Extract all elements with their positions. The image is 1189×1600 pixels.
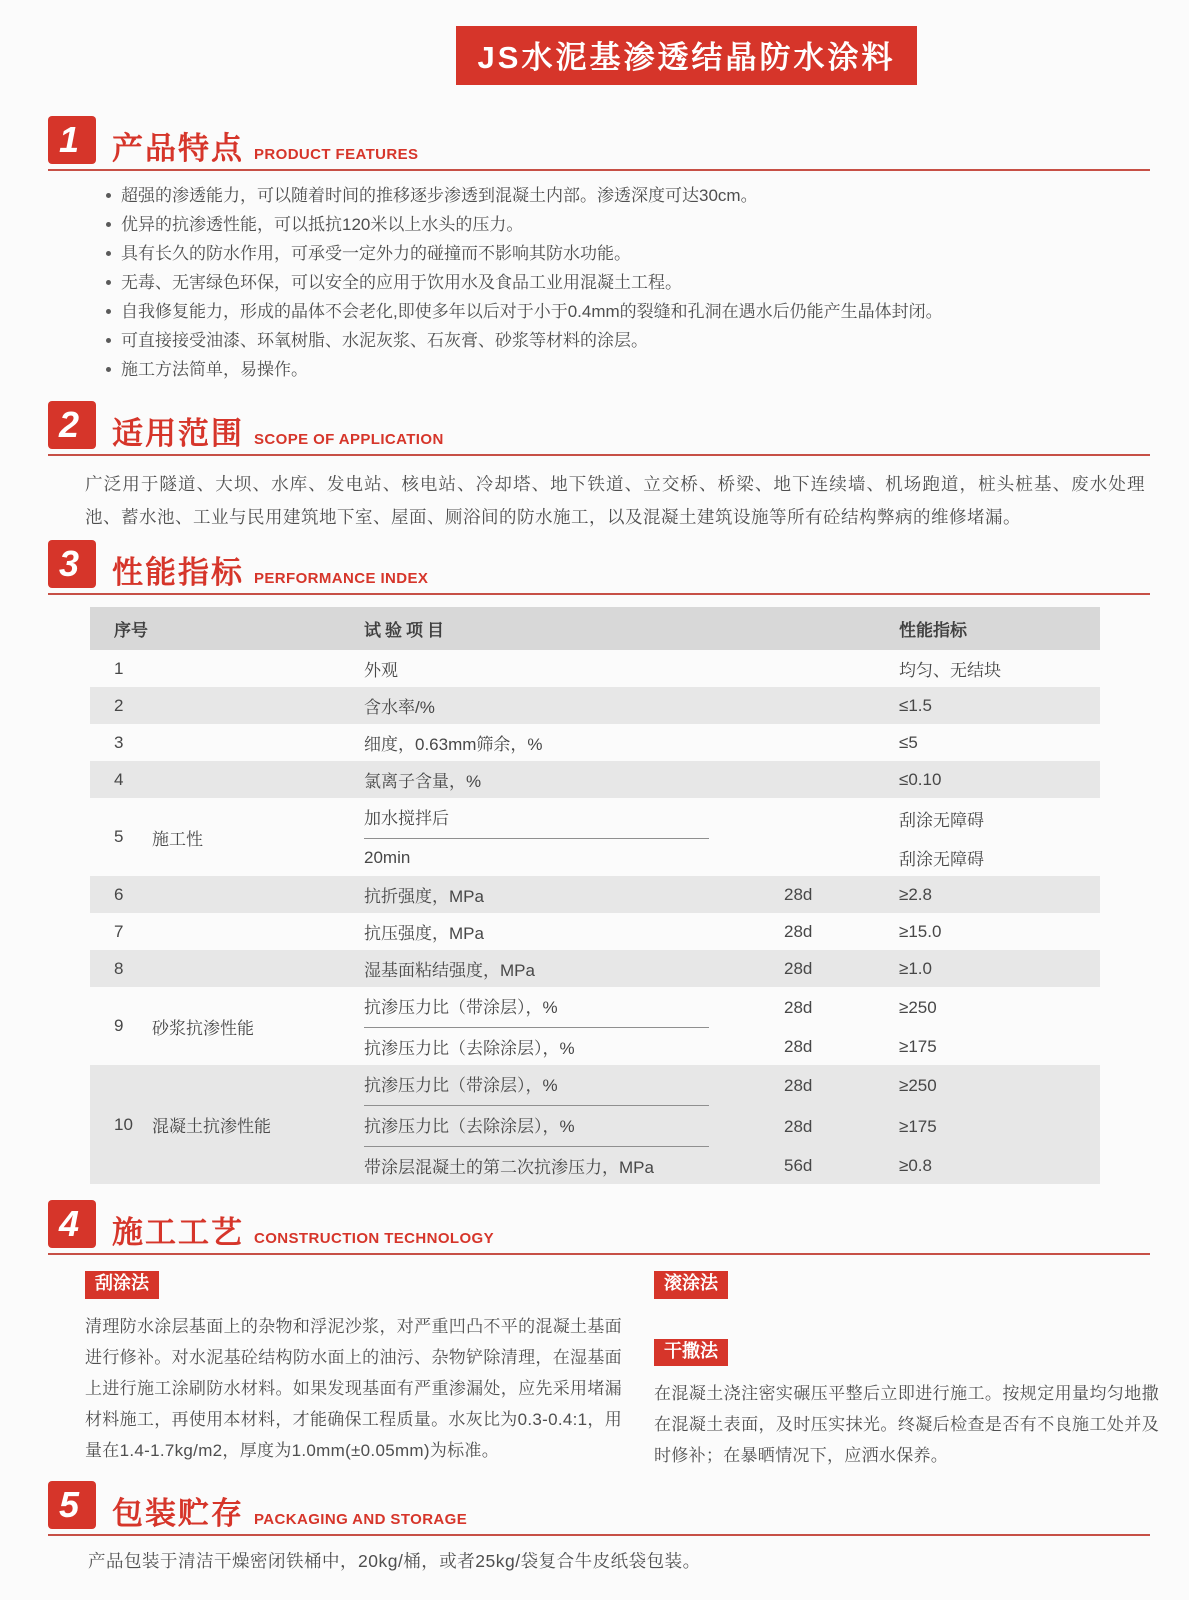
cell-serial-no: 7 bbox=[114, 921, 124, 941]
cell-test-item: 细度，0.63mm筛余，% bbox=[364, 735, 543, 754]
feature-item: 施工方法简单，易操作。 bbox=[104, 359, 1147, 381]
construction-methods bbox=[85, 1271, 1159, 1471]
feature-item: 自我修复能力，形成的晶体不会老化,即使多年以后对于小于0.4mm的裂缝和孔洞在遇水后仍能产生晶体封闭。 bbox=[104, 301, 1147, 323]
cell-age bbox=[784, 798, 899, 839]
cell-performance-index: ≤0.10 bbox=[899, 769, 942, 789]
cell-age: 28d bbox=[784, 997, 813, 1017]
cell-test-item: 湿基面粘结强度，MPa bbox=[364, 961, 535, 980]
section-subtitle: SCOPE OF APPLICATION bbox=[254, 431, 444, 448]
cell-performance-index: ≤5 bbox=[899, 732, 918, 752]
section-number-badge: 2 bbox=[48, 401, 96, 449]
cell-test-item: 抗折强度，MPa bbox=[364, 887, 484, 906]
cell-test-item: 抗压强度，MPa bbox=[364, 924, 484, 943]
method-scrape-coating bbox=[85, 1271, 622, 1471]
cell-serial-no: 6 bbox=[114, 884, 124, 904]
header-age-spacer bbox=[784, 607, 899, 650]
cell-age bbox=[784, 687, 899, 724]
cell-performance-index: ≤1.5 bbox=[899, 695, 932, 715]
cell-performance-index: ≥2.8 bbox=[899, 884, 932, 904]
cell-test-item: 加水搅拌后 bbox=[364, 798, 784, 839]
cell-category: 砂浆抗渗性能 bbox=[152, 1018, 254, 1038]
cell-test-item: 抗渗压力比（去除涂层），% bbox=[364, 1106, 784, 1147]
cell-performance-index: ≥15.0 bbox=[899, 921, 942, 941]
cell-test-item: 氯离子含量，% bbox=[364, 772, 482, 791]
method-tag: 干撒法 bbox=[654, 1339, 728, 1367]
section-construction-header bbox=[48, 1200, 1150, 1255]
section-title: 施工工艺 bbox=[112, 1215, 244, 1250]
section-features-header bbox=[48, 116, 1150, 171]
cell-category bbox=[152, 650, 364, 687]
cell-age bbox=[784, 650, 899, 687]
cell-category bbox=[152, 913, 364, 950]
section-title: 产品特点 bbox=[112, 131, 244, 166]
cell-performance-index: 刮涂无障碍 bbox=[899, 811, 984, 830]
method-text: 清理防水涂层基面上的杂物和浮泥沙浆，对严重凹凸不平的混凝土基面进行修补。对水泥基砼结构防水面上的油污、杂物铲除清理，在湿基面上进行施工涂刷防水材料。如果发现基面有严重渗漏处，应先采用堵漏材料施工，再使用本材料，才能确保工程质量。水灰比为0.3-0.4:1，用量在1.4-1.7kg/m2，厚度为1.0mm(±0.05mm)为标准。 bbox=[85, 1316, 622, 1460]
cell-serial-no: 2 bbox=[114, 695, 124, 715]
section-performance-header bbox=[48, 540, 1150, 595]
cell-serial-no: 9 bbox=[114, 1016, 124, 1035]
cell-performance-index: ≥1.0 bbox=[899, 958, 932, 978]
table-header-row bbox=[90, 607, 1100, 650]
cell-performance-index: ≥250 bbox=[899, 997, 937, 1017]
feature-item: 无毒、无害绿色环保，可以安全的应用于饮用水及食品工业用混凝土工程。 bbox=[104, 272, 1147, 294]
table-row bbox=[90, 761, 1100, 798]
cell-age: 28d bbox=[784, 958, 813, 978]
header-performance-index: 性能指标 bbox=[899, 607, 1100, 650]
section-packaging bbox=[0, 1481, 1189, 1573]
section-number-badge: 1 bbox=[48, 116, 96, 164]
cell-test-item: 抗渗压力比（带涂层），% bbox=[364, 1065, 784, 1106]
section-number-badge: 4 bbox=[48, 1200, 96, 1248]
section-subtitle: PACKAGING AND STORAGE bbox=[254, 1511, 468, 1529]
performance-table bbox=[90, 607, 1100, 1184]
cell-age: 28d bbox=[784, 884, 813, 904]
table-row bbox=[90, 876, 1100, 913]
section-title: 性能指标 bbox=[112, 555, 244, 590]
table-row bbox=[90, 687, 1100, 724]
cell-category bbox=[152, 724, 364, 761]
section-subtitle: PRODUCT FEATURES bbox=[254, 146, 419, 163]
table-row bbox=[90, 987, 1100, 1028]
cell-performance-index: ≥250 bbox=[899, 1075, 937, 1095]
header-test-item: 试验项目 bbox=[364, 607, 784, 650]
header-no: 序号 bbox=[90, 607, 152, 650]
cell-test-item: 抗渗压力比（带涂层），% bbox=[364, 987, 784, 1028]
feature-item: 超强的渗透能力，可以随着时间的推移逐步渗透到混凝土内部。渗透深度可达30cm。 bbox=[104, 185, 1147, 207]
table-row bbox=[90, 798, 1100, 839]
cell-serial-no: 8 bbox=[114, 958, 124, 978]
table-row bbox=[90, 950, 1100, 987]
table-row bbox=[90, 650, 1100, 687]
method-column-right bbox=[654, 1271, 1159, 1471]
section-performance bbox=[0, 540, 1189, 1184]
cell-age bbox=[784, 724, 899, 761]
cell-age: 28d bbox=[784, 1075, 813, 1095]
section-title: 适用范围 bbox=[112, 416, 244, 451]
cell-age: 28d bbox=[784, 1116, 813, 1136]
section-number-badge: 3 bbox=[48, 540, 96, 588]
cell-age: 56d bbox=[784, 1155, 813, 1175]
section-scope-header bbox=[48, 401, 1150, 456]
packaging-paragraph: 产品包装于清洁干燥密闭铁桶中，20kg/桶，或者25kg/袋复合牛皮纸袋包装。 bbox=[88, 1551, 701, 1572]
cell-test-item: 抗渗压力比（去除涂层），% bbox=[364, 1039, 575, 1058]
cell-serial-no: 3 bbox=[114, 732, 124, 752]
cell-serial-no: 10 bbox=[114, 1114, 133, 1134]
cell-age: 28d bbox=[784, 1036, 813, 1056]
method-text bbox=[654, 1299, 1159, 1329]
cell-age: 28d bbox=[784, 921, 813, 941]
feature-list bbox=[104, 185, 1147, 381]
method-tag: 滚涂法 bbox=[654, 1271, 728, 1299]
page-title: JS水泥基渗透结晶防水涂料 bbox=[456, 26, 918, 85]
cell-age bbox=[784, 839, 899, 876]
section-title: 包装贮存 bbox=[112, 1496, 244, 1532]
feature-item: 具有长久的防水作用，可承受一定外力的碰撞而不影响其防水功能。 bbox=[104, 243, 1147, 265]
section-construction bbox=[0, 1200, 1189, 1471]
cell-category bbox=[152, 876, 364, 913]
page-header bbox=[0, 0, 1189, 85]
cell-performance-index: 刮涂无障碍 bbox=[899, 850, 984, 869]
cell-category bbox=[152, 950, 364, 987]
cell-age bbox=[784, 761, 899, 798]
cell-category bbox=[152, 761, 364, 798]
table-row bbox=[90, 913, 1100, 950]
feature-item: 优异的抗渗透性能，可以抵抗120米以上水头的压力。 bbox=[104, 214, 1147, 236]
cell-performance-index: ≥175 bbox=[899, 1116, 937, 1136]
feature-item: 可直接接受油漆、环氧树脂、水泥灰浆、石灰膏、砂浆等材料的涂层。 bbox=[104, 330, 1147, 352]
cell-category: 混凝土抗渗性能 bbox=[152, 1117, 271, 1136]
scope-paragraph: 广泛用于隧道、大坝、水库、发电站、核电站、冷却塔、地下铁道、立交桥、桥梁、地下连续墙、机场跑道，桩头桩基、废水处理池、蓄水池、工业与民用建筑地下室、屋面、厕浴间的防水施工，以及混凝土建筑设施等所有砼结构弊病的维修堵漏。 bbox=[85, 474, 1145, 527]
section-packaging-header bbox=[48, 1481, 1150, 1536]
cell-performance-index: ≥0.8 bbox=[899, 1155, 932, 1175]
cell-category: 施工性 bbox=[152, 829, 203, 849]
cell-serial-no: 4 bbox=[114, 769, 124, 789]
cell-performance-index: 均匀、无结块 bbox=[899, 661, 1001, 680]
cell-test-item: 带涂层混凝土的第二次抗渗压力，MPa bbox=[364, 1158, 654, 1177]
table-row bbox=[90, 1065, 1100, 1106]
cell-performance-index: ≥175 bbox=[899, 1036, 937, 1056]
section-subtitle: CONSTRUCTION TECHNOLOGY bbox=[254, 1230, 495, 1247]
cell-category bbox=[152, 687, 364, 724]
section-features bbox=[0, 116, 1189, 381]
method-tag: 刮涂法 bbox=[85, 1271, 159, 1299]
cell-test-item: 20min bbox=[364, 847, 411, 867]
section-number-badge: 5 bbox=[48, 1481, 96, 1529]
cell-test-item: 外观 bbox=[364, 661, 398, 680]
section-subtitle: PERFORMANCE INDEX bbox=[254, 570, 429, 587]
section-scope bbox=[0, 401, 1189, 534]
table-row bbox=[90, 724, 1100, 761]
cell-test-item: 含水率/% bbox=[364, 698, 435, 717]
cell-serial-no: 1 bbox=[114, 658, 124, 678]
method-text: 在混凝土浇注密实碾压平整后立即进行施工。按规定用量均匀地撒在混凝土表面，及时压实抹光。终凝后检查是否有不良施工处并及时修补；在暴晒情况下，应洒水保养。 bbox=[654, 1384, 1159, 1466]
header-category-spacer bbox=[152, 607, 364, 650]
cell-serial-no: 5 bbox=[114, 827, 124, 846]
